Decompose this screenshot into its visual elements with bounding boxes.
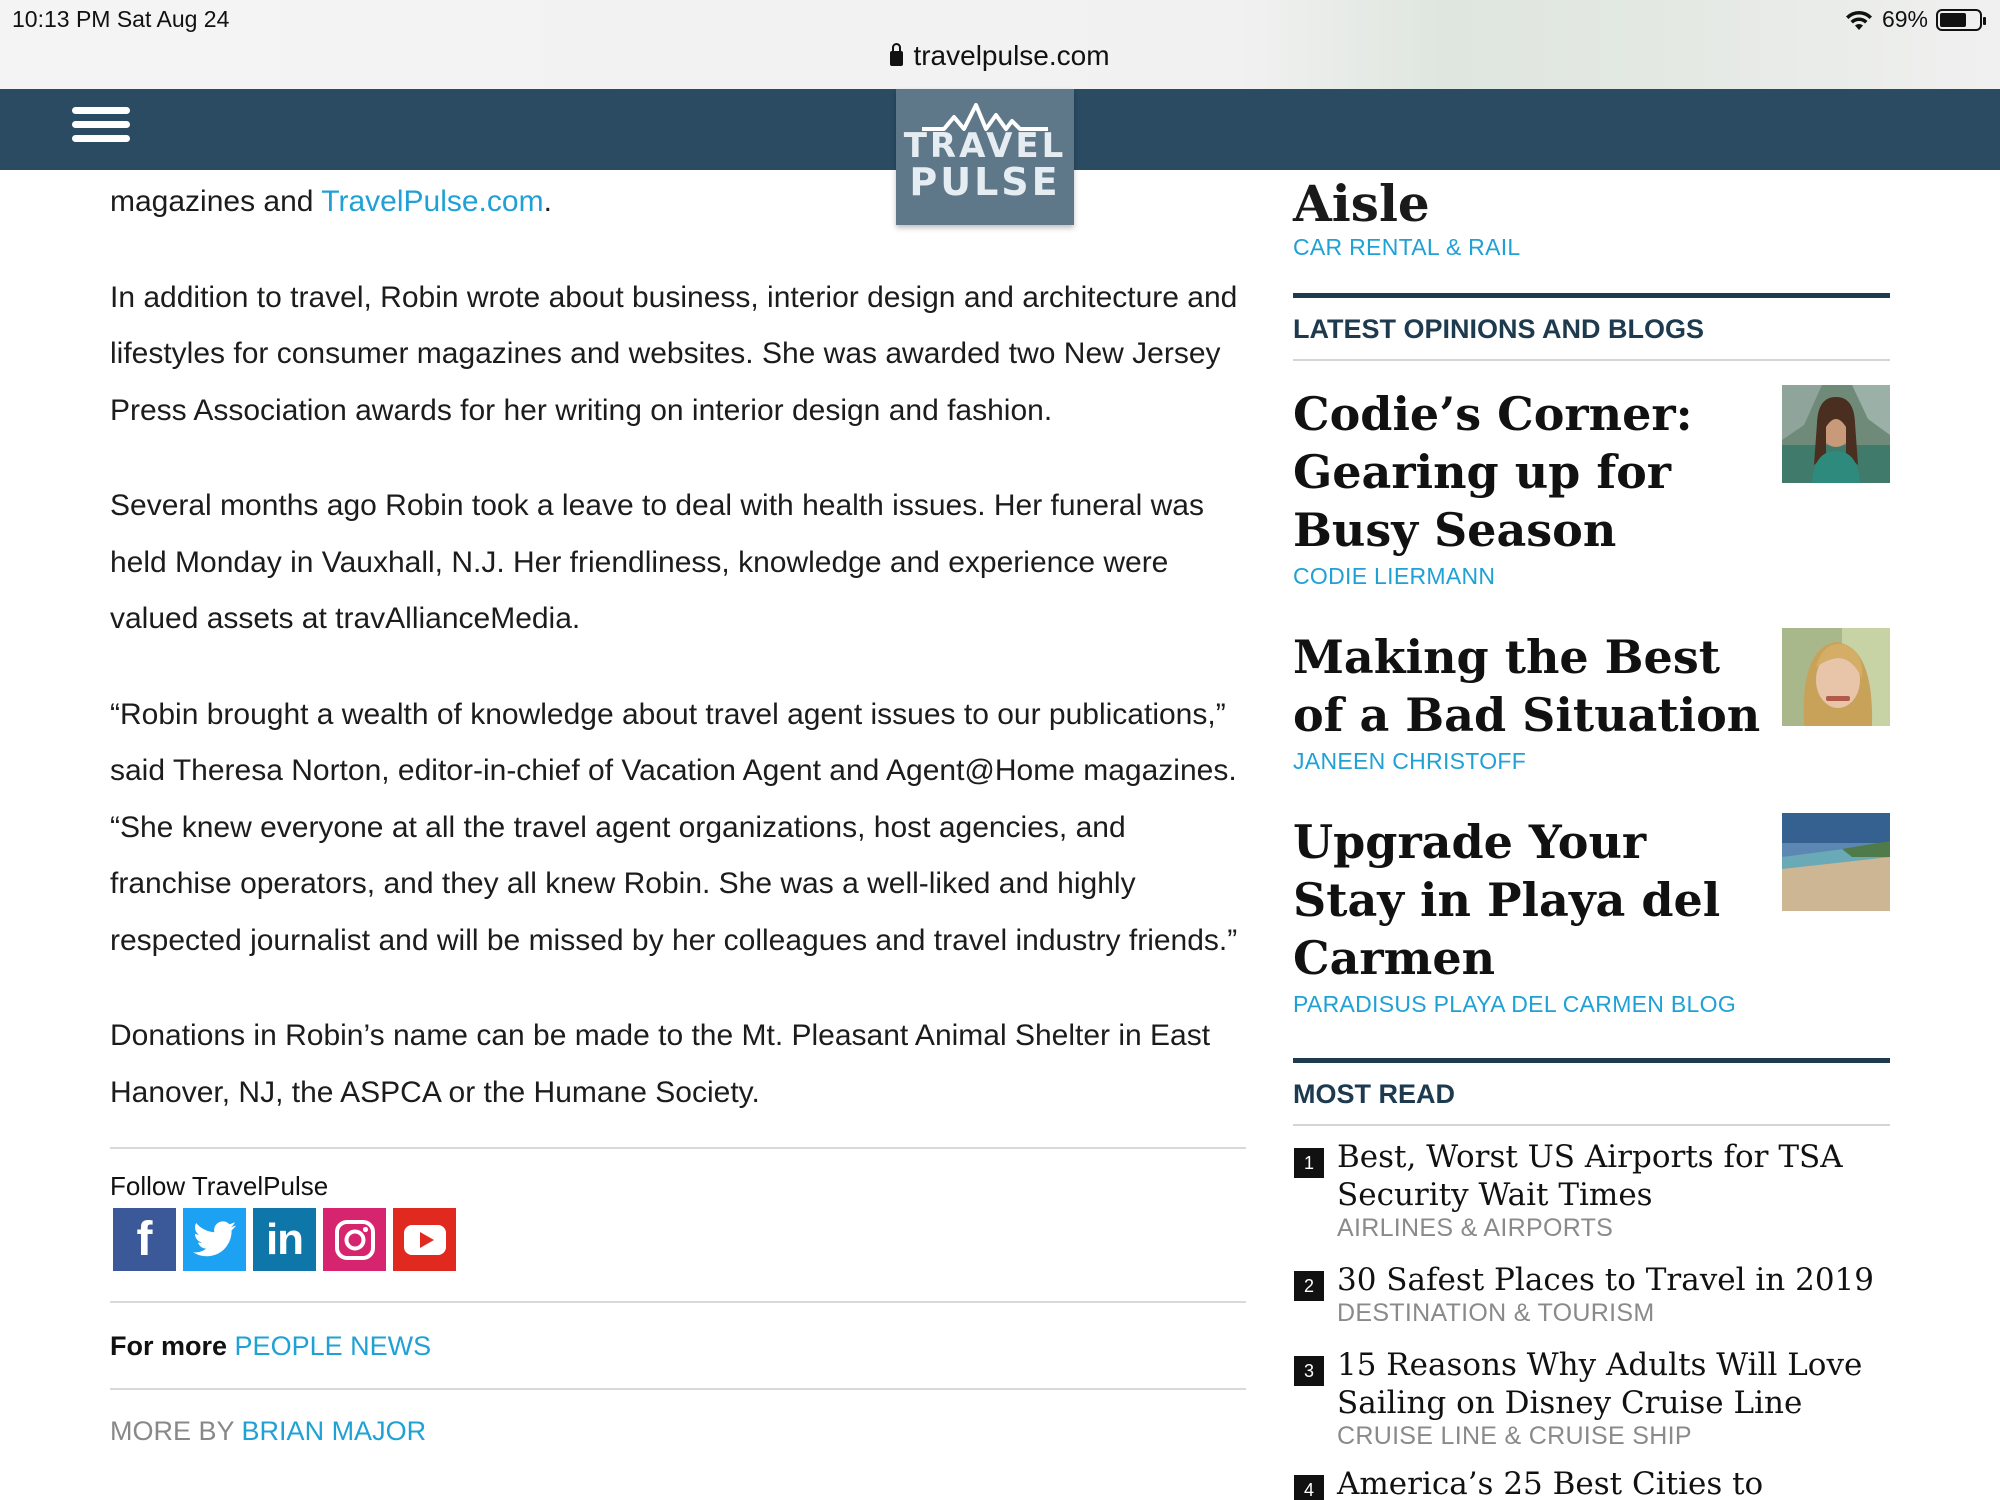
article-paragraph: Several months ago Robin took a leave to deal with health issues. Her funeral was held Monday in Vauxhall, N.J. Her friendliness, knowledge and experience were valued assets at travAllianceMedia. [110,489,1204,635]
rank-badge: 3 [1294,1356,1324,1386]
more-by-label: MORE BY [110,1416,235,1446]
blog-author[interactable]: CODIE LIERMANN [1293,563,1496,589]
blog-item[interactable] [1293,628,1890,775]
rank-badge: 2 [1294,1271,1324,1301]
article-paragraph: “Robin brought a wealth of knowledge about travel agent issues to our publications,” said Theresa Norton, editor-in-chief of Vacation Agent and Agent@Home magazines. “She knew everyone at all the travel agent organizations, host agencies, and franchise operators, and they all knew Robin. She was a well-liked and highly respected journalist and will be missed by her colleagues and travel industry friends.” [110,697,1238,957]
sidebar-article-category[interactable]: CAR RENTAL & RAIL [1293,234,1521,260]
article-paragraph: Donations in Robin’s name can be made to the Mt. Pleasant Animal Shelter in East Hanover, NJ, the ASPCA or the Humane Society. [110,1019,1211,1109]
status-time: 10:13 PM Sat Aug 24 [12,6,230,32]
travelpulse-link[interactable]: TravelPulse.com [321,185,544,218]
rank-badge: 1 [1294,1148,1324,1178]
beach-photo [1782,813,1890,911]
most-read-item[interactable] [1293,1465,1890,1500]
blog-title[interactable]: Upgrade Your Stay in Playa del Carmen [1293,815,1721,985]
social-links [113,1208,1246,1271]
twitter-icon[interactable] [183,1208,246,1271]
more-by-row [110,1416,1246,1447]
menu-icon[interactable] [72,107,130,151]
blog-author[interactable]: JANEEN CHRISTOFF [1293,748,1527,774]
intro-period: . [543,185,552,218]
sidebar-article-title[interactable]: Aisle [1293,174,1430,233]
youtube-icon[interactable] [393,1208,456,1271]
most-read-title[interactable]: America’s 25 Best Cities to [1337,1466,1764,1500]
author-photo [1782,385,1890,483]
author-link[interactable]: BRIAN MAJOR [241,1416,427,1446]
most-read-title[interactable]: Best, Worst US Airports for TSA Security Wait Times [1337,1139,1843,1213]
author-photo [1782,628,1890,726]
blog-author[interactable]: PARADISUS PLAYA DEL CARMEN BLOG [1293,991,1737,1017]
most-read-title[interactable]: 30 Safest Places to Travel in 2019 [1337,1262,1874,1298]
facebook-icon[interactable]: f [113,1208,176,1271]
blog-item[interactable] [1293,813,1890,1018]
logo-line-1: TRAVEL [903,126,1067,166]
browser-chrome [0,0,2000,89]
most-read-item[interactable] [1293,1138,1890,1243]
people-news-link[interactable]: PEOPLE NEWS [234,1331,432,1361]
instagram-icon[interactable] [323,1208,386,1271]
most-read-heading: MOST READ [1293,1058,1890,1126]
opinions-heading: LATEST OPINIONS AND BLOGS [1293,293,1890,361]
intro-text: magazines and [110,185,322,218]
logo-line-2: PULSE [909,160,1061,204]
status-indicators [1844,6,1982,33]
rank-badge: 4 [1294,1475,1324,1500]
follow-title: Follow TravelPulse [110,1171,329,1201]
most-read-item[interactable] [1293,1261,1890,1328]
most-read-title[interactable]: 15 Reasons Why Adults Will Love Sailing on Disney Cruise Line [1337,1347,1863,1421]
travelpulse-logo[interactable] [896,89,1074,225]
blog-item[interactable] [1293,385,1890,590]
for-more-row [110,1331,1246,1362]
linkedin-icon[interactable]: in [253,1208,316,1271]
most-read-category[interactable]: AIRLINES & AIRPORTS [1337,1214,1614,1242]
article-body [110,170,1246,1447]
address-bar[interactable] [0,40,2000,72]
article-paragraph: In addition to travel, Robin wrote about business, interior design and architecture and lifestyles for consumer magazines and websites. She was awarded two New Jersey Press Association awards for her writing on interior design and fashion. [110,280,1238,427]
most-read-category[interactable]: DESTINATION & TOURISM [1337,1299,1655,1327]
article-paragraph [110,174,1246,231]
wifi-icon [1844,9,1874,31]
for-more-label: For more [110,1331,228,1361]
most-read-category[interactable]: CRUISE LINE & CRUISE SHIP [1337,1422,1692,1450]
divider [110,1147,1246,1149]
divider [110,1388,1246,1390]
sidebar [1293,170,1890,1500]
divider [110,1301,1246,1303]
url-text: travelpulse.com [913,40,1110,71]
most-read-item[interactable] [1293,1346,1890,1451]
battery-percent: 69% [1881,6,1928,32]
blog-title[interactable]: Codie’s Corner: Gearing up for Busy Season [1293,387,1693,557]
lock-icon [890,51,903,66]
battery-icon [1936,9,1982,31]
blog-title[interactable]: Making the Best of a Bad Situation [1293,630,1761,742]
